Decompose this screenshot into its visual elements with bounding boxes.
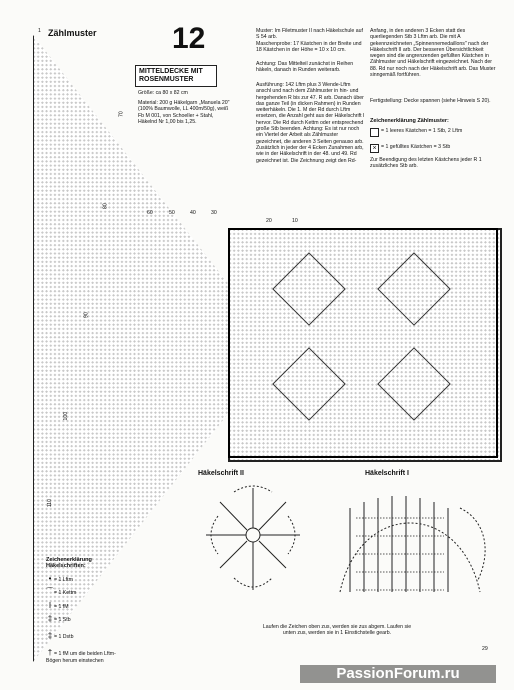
chart-number: 40 [190,210,196,216]
motif-layer [228,228,498,458]
instruction-gauge: Maschenprobe: 17 Kästchen in der Breite und 18 Kästchen in der Höhe = 10 x 10 cm. [256,41,362,54]
chart-number: 90 [83,312,90,319]
title-box [135,65,217,87]
slip-stitch-icon: ⌒ [46,587,54,597]
scheme-1-title: Häkelschrift I [365,470,409,477]
crochet-diagram-1 [320,480,500,602]
page-number: 29 [482,646,488,652]
instruction-pattern: Muster: Im Filetmuster II nach Häkelschule auf S 54 arb. [256,28,363,41]
crochet-symbol-row: I = 1 fM [46,602,121,610]
crochet-symbol-row: • = 1 Lftm [46,575,121,583]
chart-number: 1 [38,28,41,34]
size-text: Größe: ca 80 x 82 cm [138,90,188,96]
instruction-note: Achtung: Das Mittelteil zunächst in Reihen häkeln, danach in Runden weiterarb. [256,61,354,74]
chart-number: 70 [118,111,125,118]
material-text: Material: 200 g Häkelgarn „Manuela 20" (100% Baumwolle, LL 400m/50g), weiß Fb M 001, von Schoeller + Stahl, Häkelnd Nr 1,00 bis 1,25. [138,100,230,125]
crochet-bottom-note: Laufen die Zeichen oben zus, werden sie zus abgem. Laufen sie unten zus, werden sie in 1 Einstichstelle gearb. [262,624,412,637]
chart-number: 20 [266,218,272,224]
chart-number: 80 [102,203,109,210]
crochet-symbol-row: ⌒= 1 Kettm [46,587,77,597]
chart-number: 10 [292,218,298,224]
watermark: PassionForum.ru [300,665,496,683]
single-crochet-icon: I [48,600,52,610]
treble-crochet-icon: ‡ [47,631,53,641]
motif-diamond [377,347,451,421]
pattern-number: 12 [172,22,206,55]
motif-diamond [272,252,346,326]
crochet-diagram-2 [200,480,306,602]
filled-square-icon: × [370,144,379,153]
double-crochet-icon: ‡ [47,613,53,623]
finishing-text: Fertigstellung: Decke spannen (siehe Hinweis S 20). [370,98,491,104]
crochet-legend-title: Zeichenerklärung Häkelschriften: [46,557,92,570]
chart-number: 60 [147,210,153,216]
crochet-symbol-row: ‡ = 1 Dstb [47,631,74,641]
count-legend-title: Zeichenerklärung Zählmuster: [370,118,449,124]
filled-square-legend: = 1 gefülltes Kästchen = 3 Stb [381,144,451,150]
title-line-1: MITTELDECKE MIT [139,68,203,75]
crochet-symbol-row: † = 1 fM um die beiden Lftm-Bögen herum einstechen [46,648,116,664]
instruction-right: Anfang, in den anderen 3 Ecken statt des querliegenden Stb 3 Lftm arb. Die mit A gekennzeichneten „Spinnennemedaillons" nach der Häkelschrift II arb. Der besseren Übersichtlichkeit wegen sind die angrenzenden gefüllten Kästchen in Zählmuster und Häkelschrift eingezeichnet. Nach der 88. Rd nur noch nach der Häkelschrift arb. Das Muster sinngemäß fortführen. [370,28,496,79]
chart-title: Zählmuster [48,28,97,38]
special-stitch-icon: † [47,648,53,658]
empty-square-legend: = 1 leeres Kästchen = 1 Stb, 2 Lftm [381,128,463,134]
motif-diamond [377,252,451,326]
motif-diamond [272,347,346,421]
chart-number: 30 [211,210,217,216]
empty-square-icon [370,128,379,137]
scheme-2-title: Häkelschrift II [198,470,244,477]
chart-number: 50 [169,210,175,216]
instruction-work: Ausführung: 142 Lftm plus 3 Wende-Lftm anschl und nach dem Zählmuster in hin- und hergehenden R bis zur 47. R arb. Danach über das ganze Teil (in dicken Rahmen) in Runden weiterhäkeln. Die 1. M der Rd durch Lftm ersetzen, die Anzahl geht aus der Häkelschrift I hervor. Die Rd durch Kettm oder entsprechend große Stb beenden. Achtung: Es ist nur noch ein Viertel der Arbeit als Zählmuster gezeichnet, die anderen 3 Seiten genauso arb. Zusätzlich in jeder der 4 Ecken Zunahmen arb, wie in der Häkelschrift in der 48. und 49. Rd gezeichnet ist. Die Zeichnung zeigt den Rd- [256,82,365,164]
chain-stitch-icon: • [48,574,52,583]
chart-number: 100 [63,411,70,421]
crochet-symbol-list [46,575,121,664]
chart-number: 110 [46,499,53,508]
last-square-note: Zur Beendigung des letzten Kästchens jeder R 1 zusätzliches Stb arb. [370,157,482,170]
title-line-2: ROSENMUSTER [139,76,194,83]
crochet-symbol-row: ‡ = 1 Stb [47,613,71,623]
